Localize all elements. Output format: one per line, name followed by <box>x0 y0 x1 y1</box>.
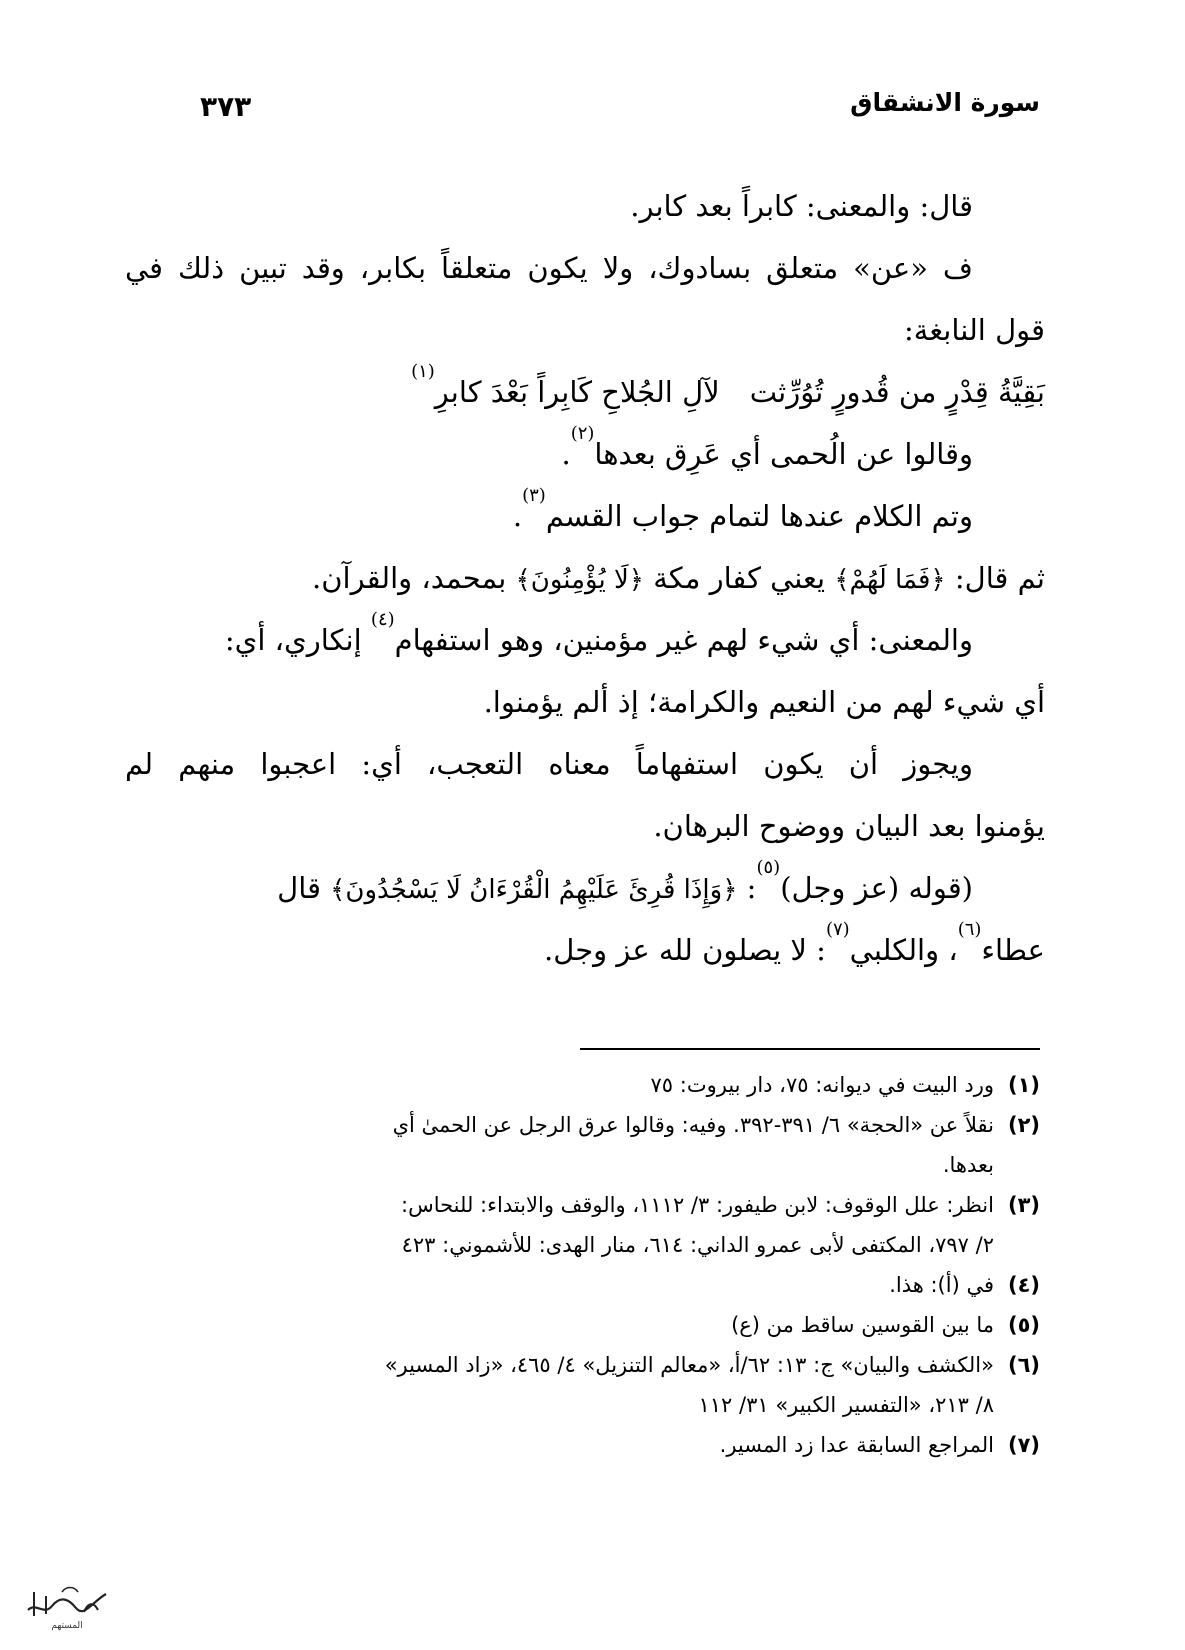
footnote-number: (١) <box>1007 1073 1040 1097</box>
text-line-12-a: (قوله (عز وجل) <box>780 871 973 905</box>
text-line-5 <box>125 423 1045 485</box>
footnote-number: (٥) <box>1007 1313 1040 1337</box>
footnote-item <box>140 1185 1040 1265</box>
footnote-text: «الكشف والبيان» ج: ١٣: ٦٢/أ، «معالم التنزيل» ٤/ ٤٦٥، «زاد المسير» <box>384 1353 994 1377</box>
footnote-ref-5: (٥) <box>756 857 781 878</box>
text-line-6 <box>125 485 1045 547</box>
quran-quote-3: ﴿وَإِذَا قُرِئَ عَلَيْهِمُ الْقُرْءَانُ لَا يَسْجُدُونَ﴾ <box>330 875 738 905</box>
footnote-text: ما بين القوسين ساقط من (ع) <box>731 1313 994 1337</box>
footnote-number: (٣) <box>1007 1193 1040 1217</box>
footnote-number: (٤) <box>1007 1273 1040 1297</box>
poetry-verse <box>125 361 1045 423</box>
text-line-1: قال: والمعنى: كابراً بعد كابر. <box>630 189 973 223</box>
footnote-text-cont: ٨/ ٢١٣، «التفسير الكبير» ٣١/ ١١٢ <box>698 1393 994 1417</box>
text-line-13-a: عطاء <box>981 933 1045 967</box>
text-line-3: قول النابغة: <box>904 313 1045 347</box>
footnotes <box>140 1065 1040 1465</box>
text-line-13-b: ، والكلبي <box>849 933 958 967</box>
footnote-text: نقلاً عن «الحجة» ٦/ ٣٩١-٣٩٢. وفيه: وقالوا عرق الرجل عن الحمىٰ أي <box>392 1113 994 1137</box>
footnote-number: (٢) <box>1007 1113 1040 1137</box>
footnote-text: انظر: علل الوقوف: لابن طيفور: ٣/ ١١١٢، والوقف والابتداء: للنحاس: <box>401 1193 994 1217</box>
text-line-12 <box>125 857 1045 919</box>
text-line-7 <box>125 547 1045 609</box>
footnote-text: المراجع السابقة عدا زد المسير. <box>719 1433 994 1457</box>
text-line-9: أي شيء لهم من النعيم والكرامة؛ إذ ألم يؤمنوا. <box>483 685 1045 719</box>
footnote-item <box>140 1065 1040 1105</box>
footnote-item <box>140 1425 1040 1465</box>
logo-text: المستهم <box>51 1621 83 1631</box>
text-line-6-end: . <box>512 499 523 533</box>
footnote-ref-7: (٧) <box>825 919 850 940</box>
verse-first-hemistich: بَقِيَّةُ قِدْرٍ من قُدورٍ تُوُرِّثت <box>749 375 1045 409</box>
quran-quote-2: ﴿لَا يُؤْمِنُونَ﴾ <box>515 565 645 595</box>
text-line-8 <box>125 609 1045 671</box>
footnote-ref-6: (٦) <box>957 919 982 940</box>
text-line-7-a: ثم قال: <box>954 561 1045 595</box>
text-line-5-main: وقالوا عن الُحمى أي عَرِق بعدها <box>594 437 973 471</box>
text-line-7-c: بمحمد، والقرآن. <box>312 561 507 595</box>
footnote-item <box>140 1345 1040 1425</box>
footnote-item <box>140 1305 1040 1345</box>
text-line-8-a: والمعنى: أي شيء لهم غير مؤمنين، وهو استفهام <box>394 623 973 657</box>
main-text <box>125 175 1045 981</box>
text-line-12-b: : <box>746 871 757 905</box>
text-line-7-b: يعني كفار مكة <box>653 561 826 595</box>
publisher-logo <box>22 1572 112 1632</box>
footnote-text-cont: بعدها. <box>942 1153 994 1177</box>
text-line-12-c: قال <box>277 871 321 905</box>
footnote-text-cont: ٢/ ٧٩٧، المكتفى لأبى عمرو الداني: ٦١٤، منار الهدى: للأشموني: ٤٢٣ <box>401 1233 994 1257</box>
footnote-ref-3: (٣) <box>522 485 546 506</box>
footnote-ref-2: (٢) <box>570 423 595 444</box>
text-line-13 <box>125 919 1045 981</box>
footnote-text: في (أ): هذا. <box>889 1273 994 1297</box>
footnote-divider <box>580 1048 1040 1050</box>
text-line-11: يؤمنوا بعد البيان ووضوح البرهان. <box>653 809 1045 843</box>
page-number: ٣٧٣ <box>200 90 252 123</box>
footnote-ref-1: (١) <box>411 361 435 382</box>
footnote-ref-4: (٤) <box>370 609 395 630</box>
quran-quote-1: ﴿فَمَا لَهُمْ﴾ <box>834 565 946 595</box>
footnote-text: ورد البيت في ديوانه: ٧٥، دار بيروت: ٧٥ <box>650 1073 994 1097</box>
text-line-10: ويجوز أن يكون استفهاماً معناه التعجب، أي: اعجبوا منهم لم <box>125 747 973 781</box>
verse-second-hemistich: لآلِ الجُلاحِ كَابِراً بَعْدَ كابرِ <box>434 375 720 409</box>
surah-title: سورة الانشقاق <box>850 88 1040 117</box>
text-line-8-b: إنكاري، أي: <box>224 623 362 657</box>
footnote-item <box>140 1265 1040 1305</box>
footnote-number: (٦) <box>1007 1353 1040 1377</box>
footnote-item <box>140 1105 1040 1185</box>
text-line-6-main: وتم الكلام عندها لتمام جواب القسم <box>545 499 973 533</box>
text-line-2: ف «عن» متعلق بسادوك، ولا يكون متعلقاً بكابر، وقد تبين ذلك في <box>125 251 973 285</box>
text-line-13-c: : لا يصلون لله عز وجل. <box>544 933 826 967</box>
footnote-number: (٧) <box>1007 1433 1040 1457</box>
text-line-5-end: . <box>561 437 571 471</box>
